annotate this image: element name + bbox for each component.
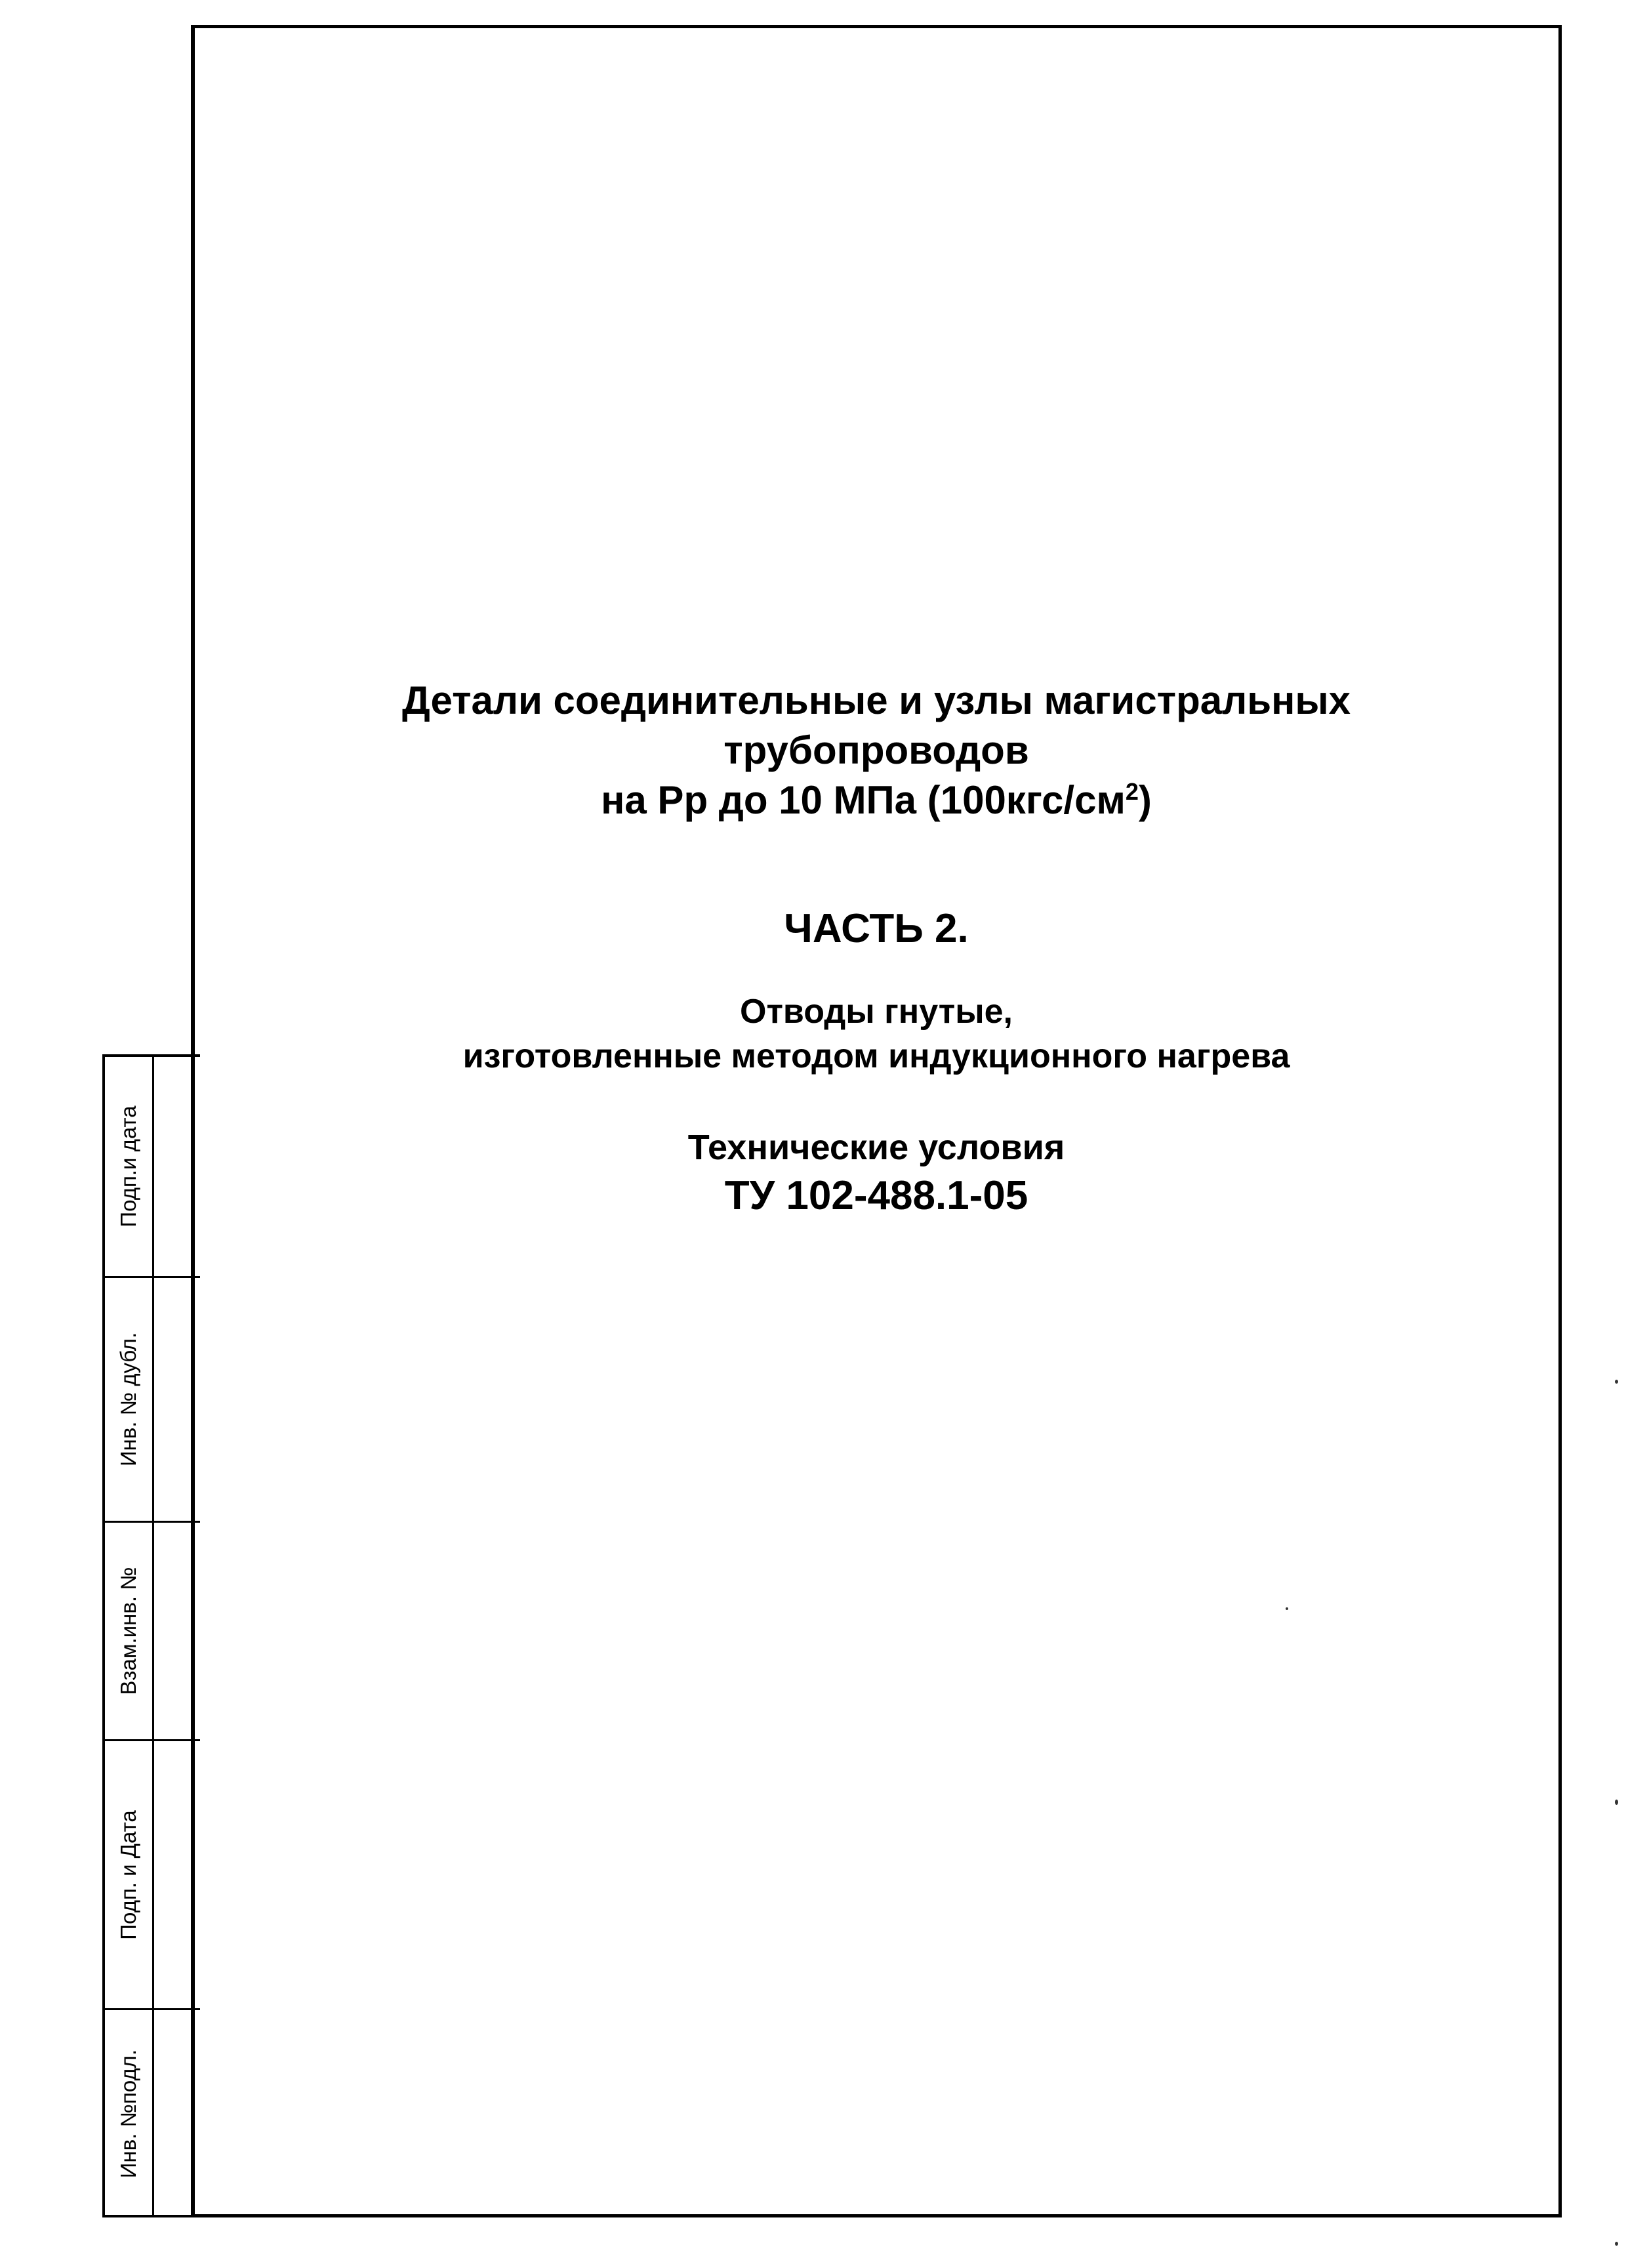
document-title-line: трубопроводов xyxy=(723,728,1029,772)
document-title-line: Детали соединительные и узлы магистральных xyxy=(402,678,1351,722)
stamp-field-signature-date xyxy=(105,1057,152,1278)
stamp-field-label: Инв. №подл. xyxy=(116,2049,140,2179)
stamp-field-label: Подп.и дата xyxy=(116,1105,140,1227)
scan-speck xyxy=(1286,1607,1288,1610)
side-stamp xyxy=(102,1054,200,2217)
document-subtitle xyxy=(191,989,1562,1079)
pressure-suffix: ) xyxy=(1138,778,1152,822)
stamp-field-label: Взам.инв. № xyxy=(116,1567,140,1695)
stamp-field-value xyxy=(154,2010,200,2217)
document-subtitle-line: изготовленные методом индукционного нагрева xyxy=(462,1037,1290,1075)
document-type: Технические условия xyxy=(687,1128,1065,1167)
document-title-pressure xyxy=(191,775,1562,825)
document-code: ТУ 102-488.1-05 xyxy=(724,1173,1028,1218)
stamp-field-value xyxy=(154,1278,200,1523)
stamp-field-label: Подп. и Дата xyxy=(116,1809,140,1940)
document-title xyxy=(191,676,1562,825)
scan-speck xyxy=(1615,2242,1618,2246)
document-part: ЧАСТЬ 2. xyxy=(784,906,969,951)
drawing-frame xyxy=(191,25,1562,2217)
stamp-field-signature-date-2 xyxy=(105,1741,152,2010)
stamp-field-original-inventory xyxy=(105,2010,152,2217)
stamp-field-duplicate-inventory xyxy=(105,1278,152,1523)
pressure-superscript: 2 xyxy=(1125,778,1139,805)
pressure-text: на Рр до 10 МПа (100кгс/см xyxy=(601,778,1126,822)
scan-speck xyxy=(1615,1380,1618,1384)
stamp-field-value xyxy=(154,1523,200,1741)
stamp-field-label: Инв. № дубл. xyxy=(116,1332,140,1467)
stamp-field-value xyxy=(154,1741,200,2010)
document-subtitle-line: Отводы гнутые, xyxy=(740,993,1013,1031)
stamp-field-replacement-inventory xyxy=(105,1523,152,1741)
scan-speck xyxy=(1615,1800,1618,1805)
